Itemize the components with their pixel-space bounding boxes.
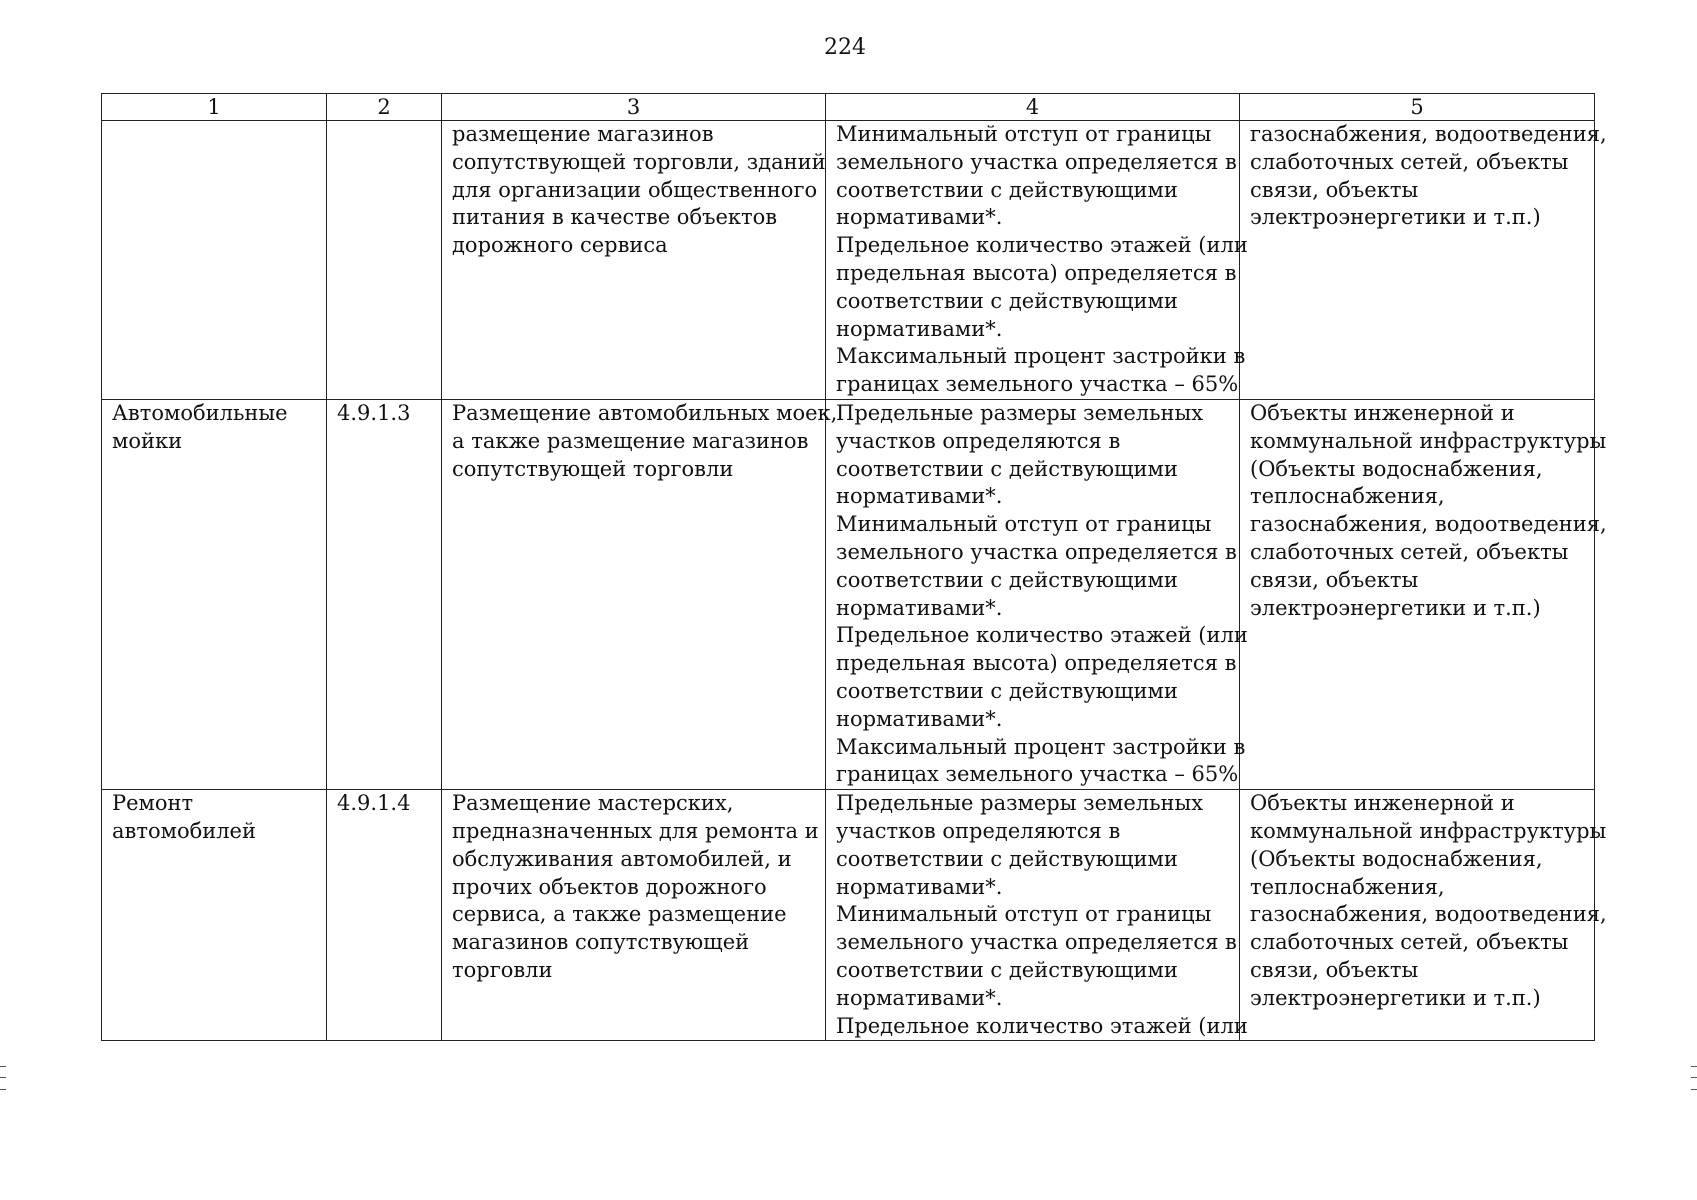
cell-use-description xyxy=(442,399,838,789)
table-row xyxy=(102,399,1595,789)
cell-text-line: соответствии с действующими xyxy=(836,957,1178,982)
header-cell-1: 1 xyxy=(102,94,327,121)
cell-text-line: Минимальный отступ от границы xyxy=(836,902,1212,927)
header-cell-5: 5 xyxy=(1240,94,1595,121)
cell-text-line: слаботочных сетей, объекты xyxy=(1250,149,1569,174)
cell-text-line: сопутствующей торговли, зданий xyxy=(452,149,826,174)
cell-text-line: связи, объекты xyxy=(1250,957,1419,982)
cell-building-parameters xyxy=(826,121,1248,400)
cell-text-line: участков определяются в xyxy=(836,818,1121,843)
cell-text-line: магазинов сопутствующей xyxy=(452,930,750,955)
header-cell-4: 4 xyxy=(826,94,1240,121)
cell-text-line: земельного участка определяется в xyxy=(836,149,1237,174)
cell-text-line: Предельное количество этажей (или xyxy=(836,1013,1248,1038)
cell-text-line: нормативами*. xyxy=(836,484,1003,509)
cell-text-line: а также размещение магазинов xyxy=(452,428,809,453)
cell-text-line: соответствии с действующими xyxy=(836,846,1178,871)
cell-text-line: соответствии с действующими xyxy=(836,177,1178,202)
cell-text-line: нормативами*. xyxy=(836,874,1003,899)
cell-text-line: границах земельного участка – 65% xyxy=(836,372,1239,397)
cell-text-line: коммунальной инфраструктуры xyxy=(1250,428,1607,453)
cell-text-line: предназначенных для ремонта и xyxy=(452,818,819,843)
page-number: 224 xyxy=(824,35,866,60)
cell-text-line: земельного участка определяется в xyxy=(836,930,1237,955)
cell-text-line: Предельные размеры земельных xyxy=(836,400,1204,425)
cell-text-line: Минимальный отступ от границы xyxy=(836,122,1212,146)
cell-text-line: прочих объектов дорожного xyxy=(452,874,767,899)
cell-text-line: торговли xyxy=(452,957,553,982)
cell-use-code xyxy=(327,399,442,789)
regulations-table xyxy=(101,93,1607,1041)
cell-text-line: газоснабжения, водоотведения, xyxy=(1250,122,1607,146)
cell-use-type-name xyxy=(102,399,327,789)
cell-text-line: Объекты инженерной и xyxy=(1250,400,1515,425)
cell-text-line: нормативами*. xyxy=(836,205,1003,230)
cell-text-line: соответствии с действующими xyxy=(836,456,1178,481)
scan-edge-mark-right xyxy=(1691,1066,1697,1090)
cell-text-line: связи, объекты xyxy=(1250,567,1419,592)
cell-text-line: питания в качестве объектов xyxy=(452,205,778,230)
header-row xyxy=(102,94,1595,121)
cell-text-line: Объекты инженерной и xyxy=(1250,791,1515,816)
table-row xyxy=(102,790,1595,1041)
cell-text-line: соответствии с действующими xyxy=(836,678,1178,703)
cell-text-line: слаботочных сетей, объекты xyxy=(1250,930,1569,955)
cell-text-line: дорожного сервиса xyxy=(452,233,668,258)
cell-building-parameters xyxy=(826,399,1248,789)
cell-text-line: (Объекты водоснабжения, xyxy=(1250,846,1543,871)
cell-text-line: Ремонт xyxy=(112,791,194,816)
table-row xyxy=(102,121,1595,400)
cell-text-line: газоснабжения, водоотведения, xyxy=(1250,902,1607,927)
cell-text-line: связи, объекты xyxy=(1250,177,1419,202)
cell-text-line: соответствии с действующими xyxy=(836,288,1178,313)
cell-text-line: нормативами*. xyxy=(836,985,1003,1010)
cell-text-line: электроэнергетики и т.п.) xyxy=(1250,595,1541,620)
cell-text-line: коммунальной инфраструктуры xyxy=(1250,818,1607,843)
table-body xyxy=(102,121,1607,1041)
cell-text-line: нормативами*. xyxy=(836,706,1003,731)
cell-text-line: нормативами*. xyxy=(836,316,1003,341)
cell-text-line: теплоснабжения, xyxy=(1250,484,1445,509)
cell-text-line: слаботочных сетей, объекты xyxy=(1250,539,1569,564)
cell-text-line: Предельные размеры земельных xyxy=(836,791,1204,816)
cell-text-line: Размещение мастерских, xyxy=(452,791,734,816)
cell-text-line: мойки xyxy=(112,428,183,453)
cell-text-line: сервиса, а также размещение xyxy=(452,902,787,927)
cell-text-line: нормативами*. xyxy=(836,595,1003,620)
cell-text-line: границах земельного участка – 65% xyxy=(836,762,1239,787)
cell-text-line: соответствии с действующими xyxy=(836,567,1178,592)
cell-text-line: земельного участка определяется в xyxy=(836,539,1237,564)
cell-text-line: обслуживания автомобилей, и xyxy=(452,846,792,871)
cell-text-line: Размещение автомобильных моек, xyxy=(452,400,838,425)
cell-use-type-name xyxy=(102,790,327,1041)
cell-text-line: Минимальный отступ от границы xyxy=(836,512,1212,537)
cell-use-type-name xyxy=(102,121,327,400)
cell-text-line: для организации общественного xyxy=(452,177,818,202)
cell-use-description xyxy=(442,121,826,400)
cell-text-line: Максимальный процент застройки в xyxy=(836,344,1246,369)
cell-text-line: сопутствующей торговли xyxy=(452,456,734,481)
cell-text-line: 4.9.1.3 xyxy=(337,400,411,425)
cell-use-code xyxy=(327,790,442,1041)
cell-text-line: газоснабжения, водоотведения, xyxy=(1250,512,1607,537)
header-cell-3: 3 xyxy=(442,94,826,121)
cell-text-line: предельная высота) определяется в xyxy=(836,260,1237,285)
cell-text-line: участков определяются в xyxy=(836,428,1121,453)
cell-text-line: предельная высота) определяется в xyxy=(836,651,1237,676)
cell-auxiliary-objects xyxy=(1240,399,1607,789)
cell-text-line: размещение магазинов xyxy=(452,122,714,146)
cell-building-parameters xyxy=(826,790,1248,1041)
cell-text-line: электроэнергетики и т.п.) xyxy=(1250,205,1541,230)
cell-text-line: 4.9.1.4 xyxy=(337,791,411,816)
cell-text-line: автомобилей xyxy=(112,818,256,843)
cell-text-line: электроэнергетики и т.п.) xyxy=(1250,985,1541,1010)
cell-use-code xyxy=(327,121,442,400)
cell-text-line: Автомобильные xyxy=(112,400,288,425)
cell-text-line: Предельное количество этажей (или xyxy=(836,233,1248,258)
cell-auxiliary-objects xyxy=(1240,121,1607,400)
cell-auxiliary-objects xyxy=(1240,790,1607,1041)
cell-text-line: теплоснабжения, xyxy=(1250,874,1445,899)
cell-text-line: Предельное количество этажей (или xyxy=(836,623,1248,648)
scan-edge-mark-left xyxy=(0,1066,6,1090)
header-cell-2: 2 xyxy=(327,94,442,121)
cell-text-line: Максимальный процент застройки в xyxy=(836,734,1246,759)
cell-use-description xyxy=(442,790,826,1041)
cell-text-line: (Объекты водоснабжения, xyxy=(1250,456,1543,481)
